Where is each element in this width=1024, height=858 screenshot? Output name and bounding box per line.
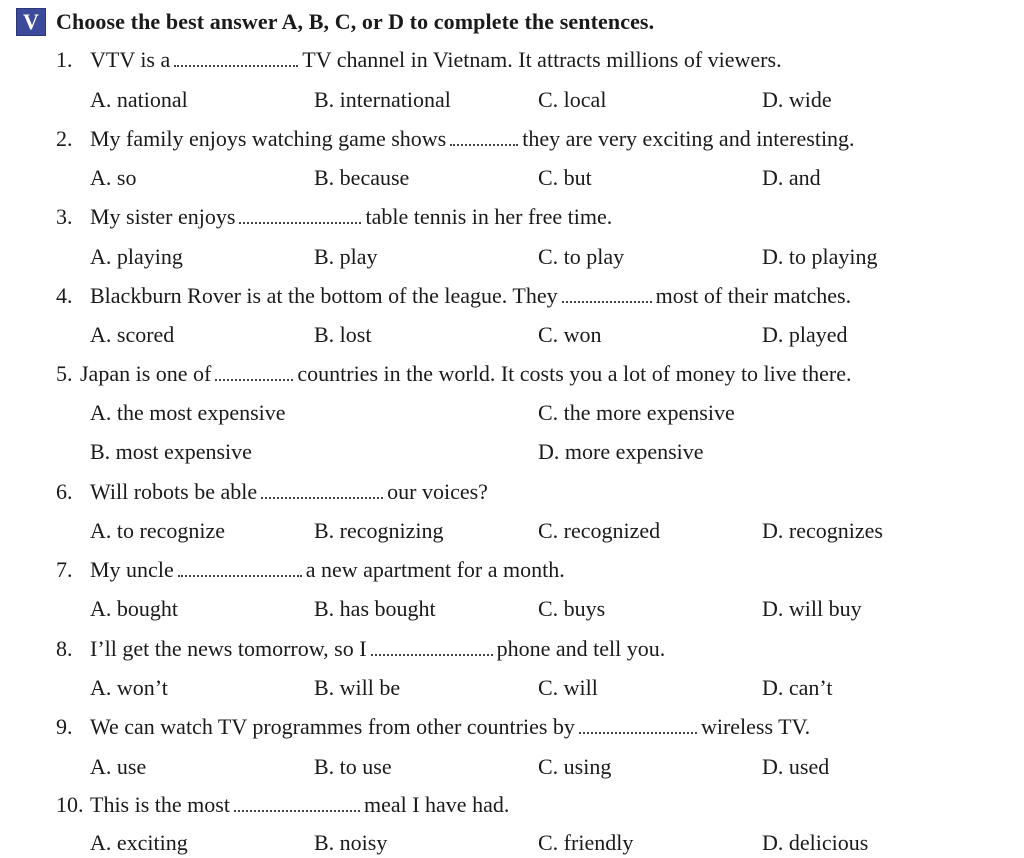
option-a[interactable]: A. to recognize bbox=[90, 518, 225, 543]
option-c[interactable]: C. local bbox=[538, 87, 607, 112]
option-a[interactable]: A. won’t bbox=[90, 675, 168, 700]
question-text-after: meal I have had. bbox=[363, 792, 510, 817]
question-text-after: TV channel in Vietnam. It attracts millions of viewers. bbox=[302, 47, 782, 72]
option-d[interactable]: D. will buy bbox=[762, 596, 862, 621]
question-text-before: Blackburn Rover is at the bottom of the league. They bbox=[90, 283, 558, 308]
answer-blank[interactable] bbox=[371, 638, 493, 656]
question-6 bbox=[56, 477, 488, 507]
question-number: 7. bbox=[56, 557, 73, 582]
question-text-after: countries in the world. It costs you a lot of money to live there. bbox=[297, 361, 852, 386]
question-number: 3. bbox=[56, 204, 73, 229]
question-7 bbox=[56, 555, 565, 585]
answer-blank[interactable] bbox=[261, 481, 383, 499]
option-b[interactable]: B. play bbox=[314, 244, 378, 269]
option-a[interactable]: A. bought bbox=[90, 596, 178, 621]
question-text-after: phone and tell you. bbox=[496, 636, 666, 661]
question-9 bbox=[56, 712, 810, 742]
option-b[interactable]: B. to use bbox=[314, 754, 392, 779]
answer-blank[interactable] bbox=[579, 716, 697, 734]
question-number: 6. bbox=[56, 479, 73, 504]
answer-blank[interactable] bbox=[450, 128, 518, 146]
question-text-before: My sister enjoys bbox=[90, 204, 236, 229]
answer-blank[interactable] bbox=[234, 794, 360, 812]
question-text-after: wireless TV. bbox=[700, 714, 811, 739]
option-c[interactable]: C. but bbox=[538, 165, 592, 190]
option-d[interactable]: D. delicious bbox=[762, 830, 869, 855]
option-a[interactable]: A. the most expensive bbox=[90, 400, 286, 425]
option-d[interactable]: D. to playing bbox=[762, 244, 878, 269]
question-text-before: I’ll get the news tomorrow, so I bbox=[90, 636, 367, 661]
option-a[interactable]: A. use bbox=[90, 754, 147, 779]
option-b[interactable]: B. will be bbox=[314, 675, 401, 700]
question-text-after: they are very exciting and interesting. bbox=[522, 126, 855, 151]
option-d[interactable]: D. used bbox=[762, 754, 830, 779]
option-a[interactable]: A. national bbox=[90, 87, 188, 112]
question-text-before: This is the most bbox=[90, 792, 230, 817]
question-number: 1. bbox=[56, 47, 73, 72]
option-b[interactable]: B. international bbox=[314, 87, 451, 112]
option-d[interactable]: D. can’t bbox=[762, 675, 833, 700]
option-c[interactable]: C. recognized bbox=[538, 518, 661, 543]
question-number: 8. bbox=[56, 636, 73, 661]
option-c[interactable]: C. the more expensive bbox=[538, 400, 735, 425]
question-text-after: table tennis in her free time. bbox=[365, 204, 613, 229]
question-text-before: We can watch TV programmes from other countries by bbox=[90, 714, 575, 739]
question-text-after: our voices? bbox=[387, 479, 488, 504]
question-number: 10. bbox=[56, 792, 84, 817]
question-8 bbox=[56, 634, 665, 664]
question-1 bbox=[56, 45, 782, 75]
question-number: 9. bbox=[56, 714, 73, 739]
option-a[interactable]: A. playing bbox=[90, 244, 183, 269]
question-text-before: My uncle bbox=[90, 557, 174, 582]
question-number: 5. bbox=[56, 361, 73, 386]
answer-blank[interactable] bbox=[178, 559, 302, 577]
question-4 bbox=[56, 281, 851, 311]
option-d[interactable]: D. and bbox=[762, 165, 821, 190]
option-d[interactable]: D. played bbox=[762, 322, 848, 347]
question-text-after: most of their matches. bbox=[655, 283, 852, 308]
answer-blank[interactable] bbox=[562, 285, 652, 303]
question-3 bbox=[56, 202, 612, 232]
option-d[interactable]: D. wide bbox=[762, 87, 832, 112]
question-text-before: My family enjoys watching game shows bbox=[90, 126, 447, 151]
answer-blank[interactable] bbox=[239, 206, 361, 224]
option-c[interactable]: C. buys bbox=[538, 596, 606, 621]
question-number: 2. bbox=[56, 126, 73, 151]
option-b[interactable]: B. noisy bbox=[314, 830, 388, 855]
question-text-after: a new apartment for a month. bbox=[305, 557, 565, 582]
question-10 bbox=[56, 790, 509, 820]
option-b[interactable]: B. most expensive bbox=[90, 439, 252, 464]
answer-blank[interactable] bbox=[215, 363, 293, 381]
option-a[interactable]: A. exciting bbox=[90, 830, 188, 855]
option-b[interactable]: B. lost bbox=[314, 322, 372, 347]
option-b[interactable]: B. recognizing bbox=[314, 518, 444, 543]
section-number-badge: V bbox=[16, 8, 46, 36]
option-c[interactable]: C. won bbox=[538, 322, 602, 347]
answer-blank[interactable] bbox=[174, 49, 298, 67]
section-header bbox=[16, 8, 654, 36]
question-5 bbox=[56, 359, 852, 389]
section-instruction: Choose the best answer A, B, C, or D to complete the sentences. bbox=[56, 9, 655, 34]
option-a[interactable]: A. so bbox=[90, 165, 137, 190]
option-c[interactable]: C. using bbox=[538, 754, 612, 779]
question-text-before: Japan is one of bbox=[80, 361, 212, 386]
option-c[interactable]: C. to play bbox=[538, 244, 625, 269]
question-number: 4. bbox=[56, 283, 73, 308]
option-b[interactable]: B. because bbox=[314, 165, 410, 190]
question-text-before: Will robots be able bbox=[90, 479, 258, 504]
option-c[interactable]: C. friendly bbox=[538, 830, 634, 855]
option-c[interactable]: C. will bbox=[538, 675, 598, 700]
option-b[interactable]: B. has bought bbox=[314, 596, 436, 621]
option-d[interactable]: D. more expensive bbox=[538, 439, 704, 464]
question-text-before: VTV is a bbox=[90, 47, 171, 72]
question-2 bbox=[56, 124, 855, 154]
option-a[interactable]: A. scored bbox=[90, 322, 175, 347]
option-d[interactable]: D. recognizes bbox=[762, 518, 883, 543]
